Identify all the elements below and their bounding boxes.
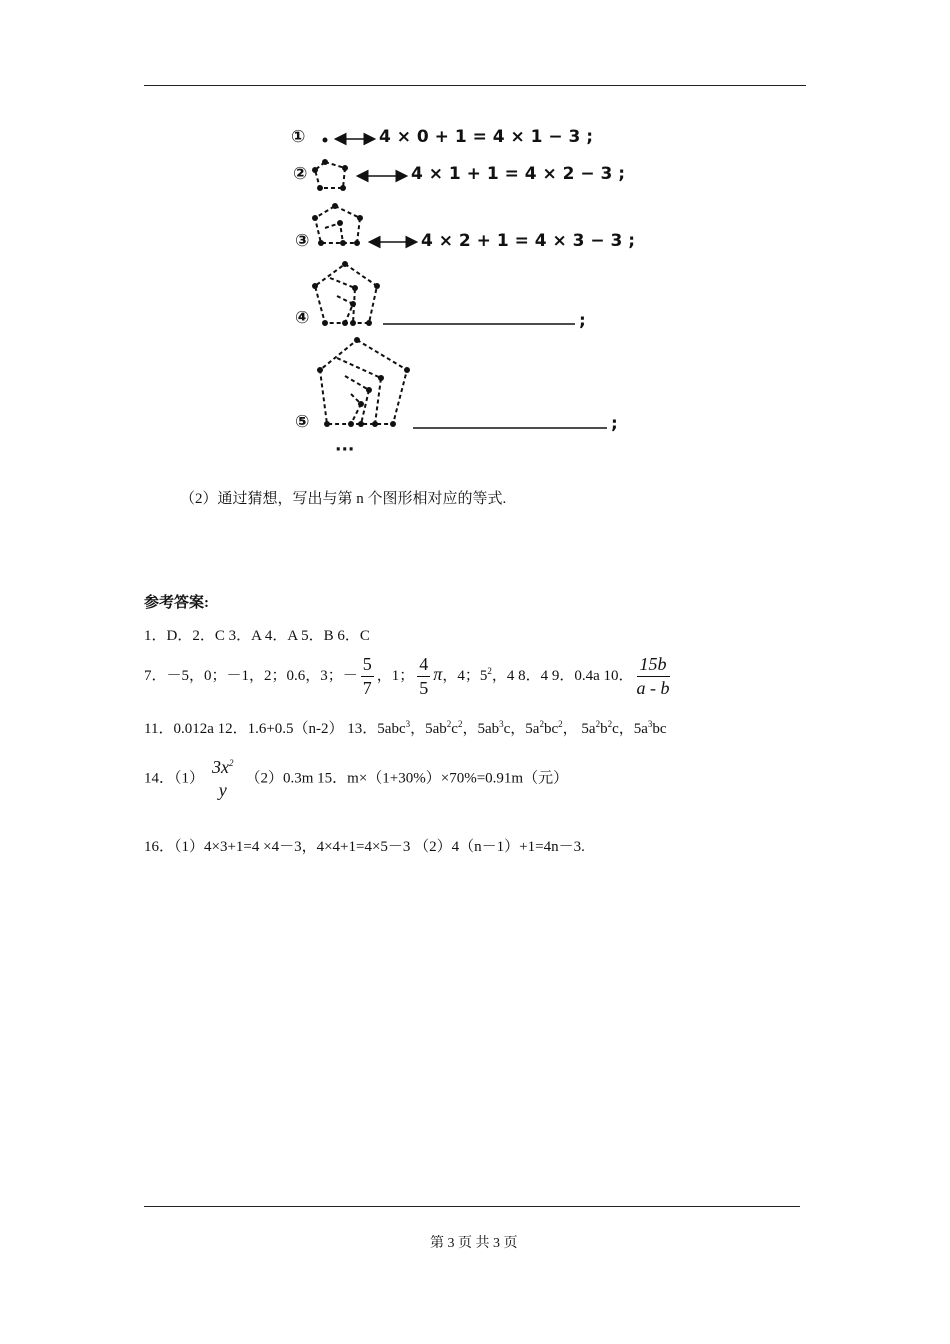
- superscript: 2: [229, 758, 234, 768]
- figure-equation-3: 4 × 2 + 1 = 4 × 3 − 3 ;: [421, 231, 636, 251]
- pi-symbol: π: [433, 663, 443, 684]
- text-segment: ， 5a: [562, 721, 596, 737]
- superscript: 2: [446, 719, 452, 729]
- dot-pattern-figure: [285, 118, 645, 463]
- superscript: 3: [499, 719, 504, 729]
- superscript: 2: [558, 719, 563, 729]
- figure-ellipsis: ···: [335, 440, 355, 460]
- text-segment: ，5ab: [462, 721, 500, 737]
- text-segment: c，5a: [503, 721, 540, 737]
- figure-marker-5: ⑤: [295, 412, 310, 432]
- answers-line-2-part-a: 7．－5，0；－1，2；0.6，3；－: [144, 667, 358, 684]
- superscript: 3: [405, 719, 411, 729]
- fraction-denominator: 5: [419, 677, 429, 698]
- figure-marker-3: ③: [295, 231, 310, 251]
- answers-line-2-part-c: ，4；5: [442, 667, 488, 684]
- fraction-numerator: [210, 758, 236, 779]
- figure-marker-4: ④: [295, 308, 310, 328]
- figure-equation-2: 4 × 1 + 1 = 4 × 2 − 3 ;: [411, 164, 626, 184]
- fraction-denominator: a - b: [636, 677, 670, 698]
- fraction-numerator: 5: [361, 655, 374, 677]
- answers-line-2: [144, 655, 673, 698]
- answers-heading: 参考答案:: [144, 595, 209, 611]
- answers-line-5: 16．（1）4×3+1=4 ×4－3，4×4+1=4×5－3 （2）4（n－1）+1=4n－3.: [144, 839, 585, 855]
- fraction-3x2-over-y: [210, 758, 236, 800]
- fraction-numerator: 15b: [637, 655, 670, 677]
- fraction-denominator: 7: [362, 677, 372, 698]
- fraction-15b-over-a-minus-b: [637, 655, 670, 698]
- superscript: 2: [487, 665, 492, 676]
- numerator-base: 3x: [212, 757, 230, 777]
- superscript: 3: [647, 719, 653, 729]
- header-rule: [144, 85, 806, 86]
- text-segment: b: [600, 721, 608, 737]
- fraction-numerator: 4: [417, 655, 430, 677]
- fraction-four-fifths: [417, 655, 430, 698]
- answers-line-1: 1．D．2．C 3．A 4．A 5．B 6．C: [144, 628, 370, 644]
- superscript: 2: [607, 719, 613, 729]
- question-2: （2）通过猜想，写出与第 n 个图形相对应的等式.: [180, 491, 507, 507]
- fraction-denominator: y: [218, 779, 227, 800]
- superscript: 2: [595, 719, 601, 729]
- answers-line-4-part-a: 14．（1）: [144, 770, 205, 787]
- text-segment: c，5a: [612, 721, 648, 737]
- figure-marker-2: ②: [293, 164, 308, 184]
- footer-rule: [144, 1206, 800, 1207]
- superscript: 2: [539, 719, 544, 729]
- answers-line-2-part-b: ，1；: [376, 667, 415, 684]
- answers-line-4: [144, 758, 568, 800]
- answers-line-2-part-d: ，4 8．4 9．0.4a 10．: [491, 667, 634, 684]
- text-segment: c: [451, 721, 458, 737]
- text-segment: bc: [652, 721, 667, 737]
- figure-equation-1: 4 × 0 + 1 = 4 × 1 − 3 ;: [379, 127, 594, 147]
- text-segment: 11．0.012a 12．1.6+0.5（n-2） 13．5abc: [144, 721, 406, 737]
- fraction-five-sevenths: [361, 655, 374, 698]
- answers-line-3: [144, 717, 667, 738]
- figure-equation-4: ;: [579, 311, 586, 331]
- page-footer: 第 3 页 共 3 页: [430, 1236, 518, 1251]
- text-segment: bc: [543, 721, 559, 737]
- answers-line-4-part-b: （2）0.3m 15．m×（1+30%）×70%=0.91m（元）: [245, 770, 569, 787]
- superscript: 2: [457, 719, 463, 729]
- figure-marker-1: ①: [291, 127, 306, 147]
- figure-equation-5: ;: [611, 414, 618, 434]
- text-segment: ，5ab: [410, 721, 447, 737]
